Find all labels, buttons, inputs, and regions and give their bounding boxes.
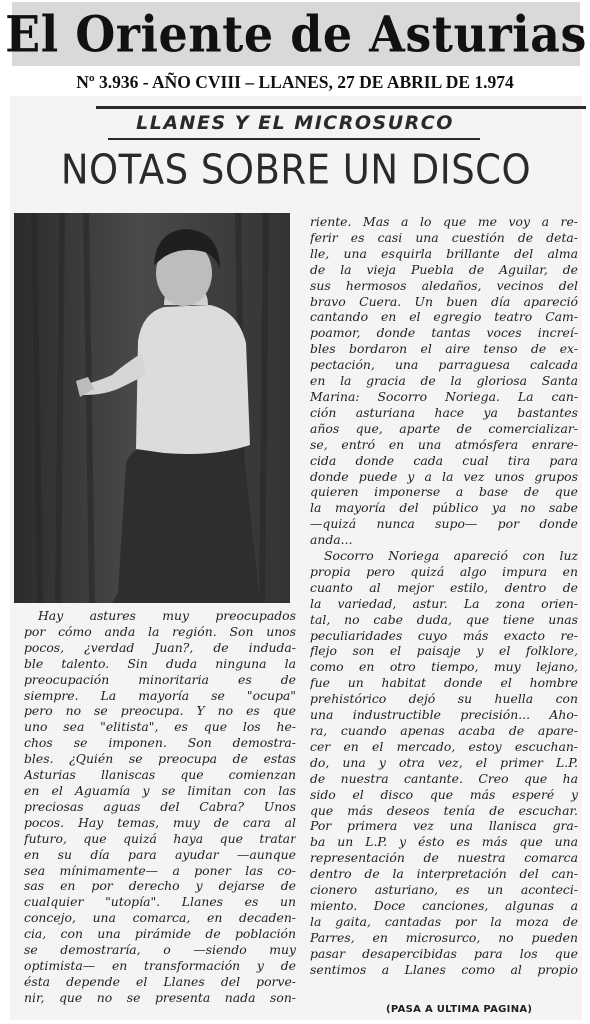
text-line: flejo son el paisaje y el folklore,	[310, 643, 578, 659]
text-line: sas en por derecho y dejarse de	[24, 878, 296, 894]
text-line: uno sea "elitista", es que los he-	[24, 719, 296, 735]
text-line: —quizá nunca supo— por donde	[310, 516, 578, 532]
text-line: ción asturiana hace ya bastantes	[310, 404, 578, 420]
text-line: cuanto al mejor estilo, dentro de	[310, 579, 578, 595]
text-line: pocos. Hay temas, muy de cara al	[24, 814, 296, 830]
text-line: cida donde cada cual tira para	[310, 452, 578, 468]
text-line: se demostraría, o —siendo muy	[24, 942, 296, 958]
text-line: la mayoría del público ya no sabe	[310, 500, 578, 516]
article	[10, 96, 582, 1020]
text-line: poamor, donde tantas voces increí-	[310, 325, 578, 341]
text-line: la gaita, cantadas por la moza de	[310, 913, 578, 929]
text-line: quieren imponerse a base de que	[310, 484, 578, 500]
text-line: do, una y otra vez, el primer L.P.	[310, 754, 578, 770]
text-line: peculiaridades cuyo más exacto re-	[310, 627, 578, 643]
text-line: futuro, que quizá haya que tratar	[24, 830, 296, 846]
text-line: cionero asturiano, es un aconteci-	[310, 882, 578, 898]
text-line: miento. Doce canciones, algunas a	[310, 897, 578, 913]
text-line: preciosas aguas del Cabra? Unos	[24, 798, 296, 814]
article-kicker: LLANES Y EL MICROSURCO	[136, 112, 454, 134]
text-line: una industructible precisión... Aho-	[310, 707, 578, 723]
singer-photo-illustration	[14, 213, 290, 603]
text-line: ésta depende el Llanes del porve-	[24, 973, 296, 989]
article-photo	[14, 213, 290, 603]
text-line: sentimos a Llanes como al propio	[310, 961, 578, 977]
text-line: ba un L.P. y ésto es más que una	[310, 834, 578, 850]
text-line: lle, una esquirla brillante del alma	[310, 245, 578, 261]
text-line: Por primera vez una llanisca gra-	[310, 818, 578, 834]
text-line: sido el disco que más esperé y	[310, 786, 578, 802]
text-line: pero no se preocupa. Y no es que	[24, 703, 296, 719]
text-line: siempre. La mayoría se "ocupa"	[24, 687, 296, 703]
text-line: bles bordaron el aire tenso de ex-	[310, 341, 578, 357]
text-line: sea mínimamente— a poner las co-	[24, 862, 296, 878]
text-line: preocupación minoritaria es de	[24, 671, 296, 687]
text-line: de la vieja Puebla de Aguilar, de	[310, 261, 578, 277]
text-line: Marina: Socorro Noriega. La can-	[310, 388, 578, 404]
text-line: ra, cuando apenas acaba de apare-	[310, 723, 578, 738]
text-line: sus hermosos aledaños, vecinos del	[310, 277, 578, 293]
text-line: de nuestra cantante. Creo que ha	[310, 770, 578, 786]
text-line: concejo, una comarca, en decaden-	[24, 910, 296, 926]
masthead	[5, 2, 587, 66]
text-line: tal, no cabe duda, que tiene unas	[310, 611, 578, 627]
issue-line: Nº 3.936 - AÑO CVIII – LLANES, 27 DE ABRIL DE 1.974	[76, 72, 514, 92]
continued-note: (PASA A ULTIMA PAGINA)	[386, 1004, 533, 1015]
text-line: Socorro Noriega apareció con luz	[324, 548, 578, 564]
text-line: Hay astures muy preocupados	[38, 608, 296, 623]
text-line: pectación, una parraguesa calcada	[310, 357, 578, 373]
text-line: dentro de la interpretación del can-	[310, 866, 578, 882]
text-line: ferir es casi una cuestión de deta-	[310, 229, 578, 245]
text-line: por cómo anda la región. Son unos	[24, 623, 296, 639]
text-line: cualquier "utopía". Llanes es un	[24, 894, 296, 910]
text-line: la variedad, astur. La zona orien-	[310, 595, 578, 611]
text-line: cia, con una pirámide de población	[24, 926, 296, 942]
text-line: prehistórico dejó su huella con	[310, 691, 578, 707]
text-line: riente. Mas a lo que me voy a re-	[310, 214, 578, 229]
kicker-rule	[108, 138, 480, 140]
text-line: en el Aguamía y se limitan con las	[24, 782, 296, 798]
text-line: representación de nuestra comarca	[310, 850, 578, 866]
article-headline: NOTAS SOBRE UN DISCO	[60, 145, 532, 194]
text-line: chos se imponen. Son demostra-	[24, 735, 296, 751]
text-line: nir, que no se presenta nada son-	[24, 989, 296, 1005]
newspaper-title: El Oriente de Asturias	[5, 4, 587, 64]
left-column	[24, 608, 296, 1006]
text-line: propia pero quizá algo impura en	[310, 563, 578, 579]
text-line: que más deseos tenía de escuchar.	[310, 802, 578, 818]
top-rule	[96, 106, 586, 109]
text-line: en la gracia de la gloriosa Santa	[310, 373, 578, 389]
text-line: en su día para ayudar —aunque	[24, 846, 296, 862]
text-line: optimista— en transformación y de	[24, 957, 296, 973]
text-line: como en otro tiempo, muy lejano,	[310, 659, 578, 675]
text-line: se, entró en una atmósfera enrare-	[310, 436, 578, 452]
text-line: donde puede y a la vez unos grupos	[310, 468, 578, 484]
text-line: pocos, ¿verdad Juan?, de induda-	[24, 639, 296, 655]
text-line: ble talento. Sin duda ninguna la	[24, 655, 296, 671]
right-column	[310, 214, 578, 978]
text-line: años que, aparte de comercializar-	[310, 420, 578, 436]
text-line: Parres, en microsurco, no pueden	[310, 929, 578, 945]
text-line: pasar desapercibidas para los que	[310, 945, 578, 961]
text-line: cer en el mercado, estoy escuchan-	[310, 738, 578, 754]
text-line: bles. ¿Quién se preocupa de estas	[24, 751, 296, 767]
text-line: anda...	[310, 532, 353, 548]
text-line: bravo Cuera. Un buen día apareció	[310, 293, 578, 309]
text-line: cantando en el egregio teatro Cam-	[310, 309, 578, 325]
text-line: fue un habitat donde el hombre	[310, 675, 578, 691]
text-line: Asturias llaniscas que comienzan	[24, 767, 296, 783]
